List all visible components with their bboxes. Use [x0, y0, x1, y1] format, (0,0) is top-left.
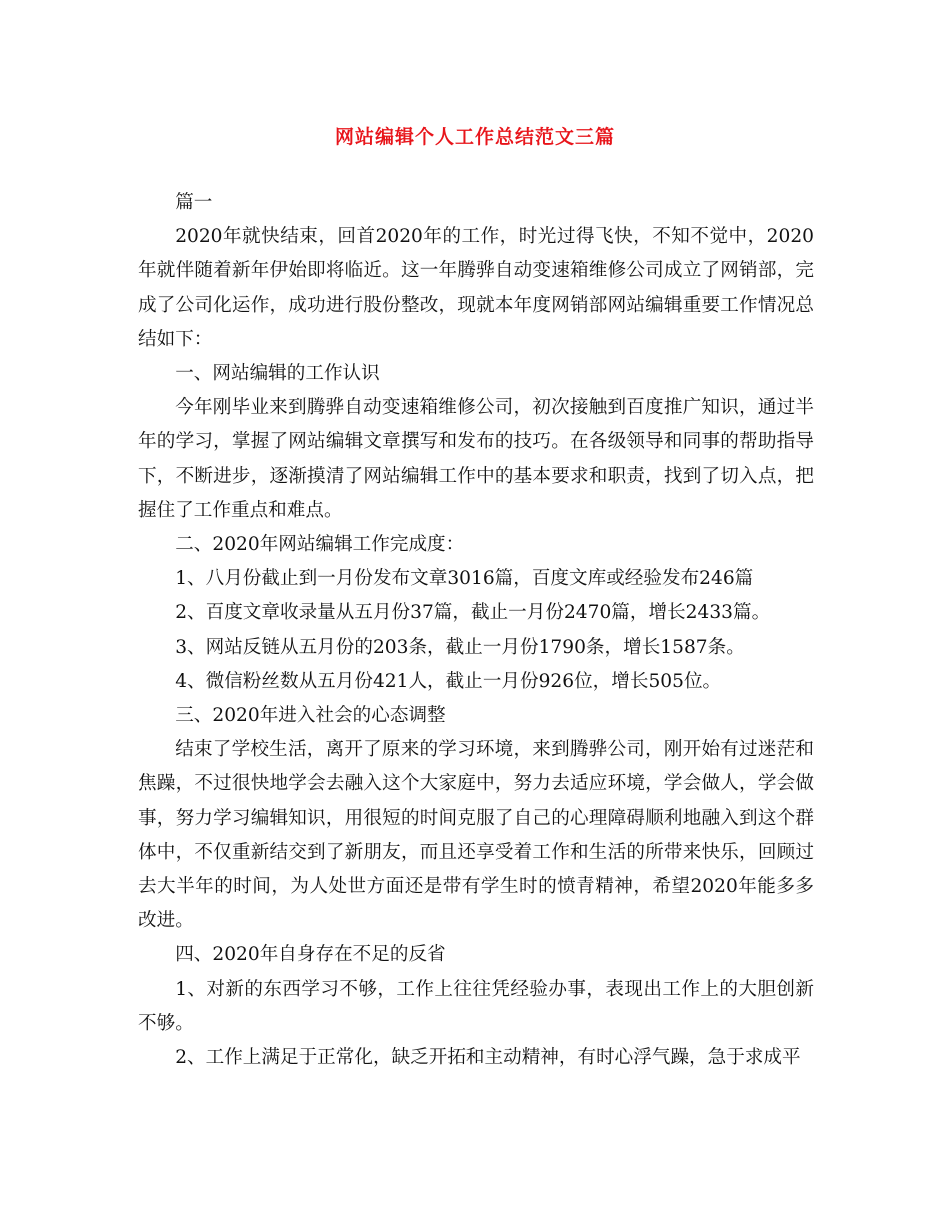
- list-item: 4、微信粉丝数从五月份421人，截止一月份926位，增长505位。: [175, 670, 722, 692]
- list-item: 1、对新的东西学习不够，工作上往往凭经验办事，表现出工作上的大胆创新不够。: [138, 978, 814, 1034]
- document-title: 网站编辑个人工作总结范文三篇: [334, 126, 615, 148]
- paragraph: 篇一: [175, 192, 213, 213]
- section-heading: 三、2020年进入社会的心态调整: [175, 705, 446, 727]
- section-heading: 四、2020年自身存在不足的反省: [175, 944, 446, 966]
- list-item: 2、百度文章收录量从五月份37篇，截止一月份2470篇，增长2433篇。: [175, 602, 771, 624]
- section-heading: 二、2020年网站编辑工作完成度：: [175, 534, 465, 556]
- list-item: 3、网站反链从五月份的203条，截止一月份1790条，增长1587条。: [175, 636, 745, 658]
- list-item: 1、八月份截止到一月份发布文章3016篇，百度文库或经验发布246篇: [175, 568, 754, 590]
- section-heading: 一、网站编辑的工作认识: [175, 363, 380, 385]
- document-body: [138, 186, 814, 1075]
- paragraph: 2020年就快结束，回首2020年的工作，时光过得飞快，不知不觉中，2020年就伴随着新年伊始即将临近。这一年腾骅自动变速箱维修公司成立了网销部，完成了公司化运作，成功进行股份整改，现就本年度网销部网站编辑重要工作情况总结如下：: [138, 226, 814, 350]
- paragraph: 今年刚毕业来到腾骅自动变速箱维修公司，初次接触到百度推广知识，通过半年的学习，掌握了网站编辑文章撰写和发布的技巧。在各级领导和同事的帮助指导下，不断进步，逐渐摸清了网站编辑工作中的基本要求和职责，找到了切入点，把握住了工作重点和难点。: [138, 397, 814, 521]
- list-item: 2、工作上满足于正常化，缺乏开拓和主动精神，有时心浮气躁，急于求成平: [175, 1047, 801, 1069]
- paragraph: 结束了学校生活，离开了原来的学习环境，来到腾骅公司，刚开始有过迷茫和焦躁，不过很快地学会去融入这个大家庭中，努力去适应环境，学会做人，学会做事，努力学习编辑知识，用很短的时间克服了自己的心理障碍顺利地融入到这个群体中，不仅重新结交到了新朋友，而且还享受着工作和生活的所带来快乐，回顾过去大半年的时间，为人处世方面还是带有学生时的愤青精神，希望2020年能多多改进。: [138, 739, 814, 932]
